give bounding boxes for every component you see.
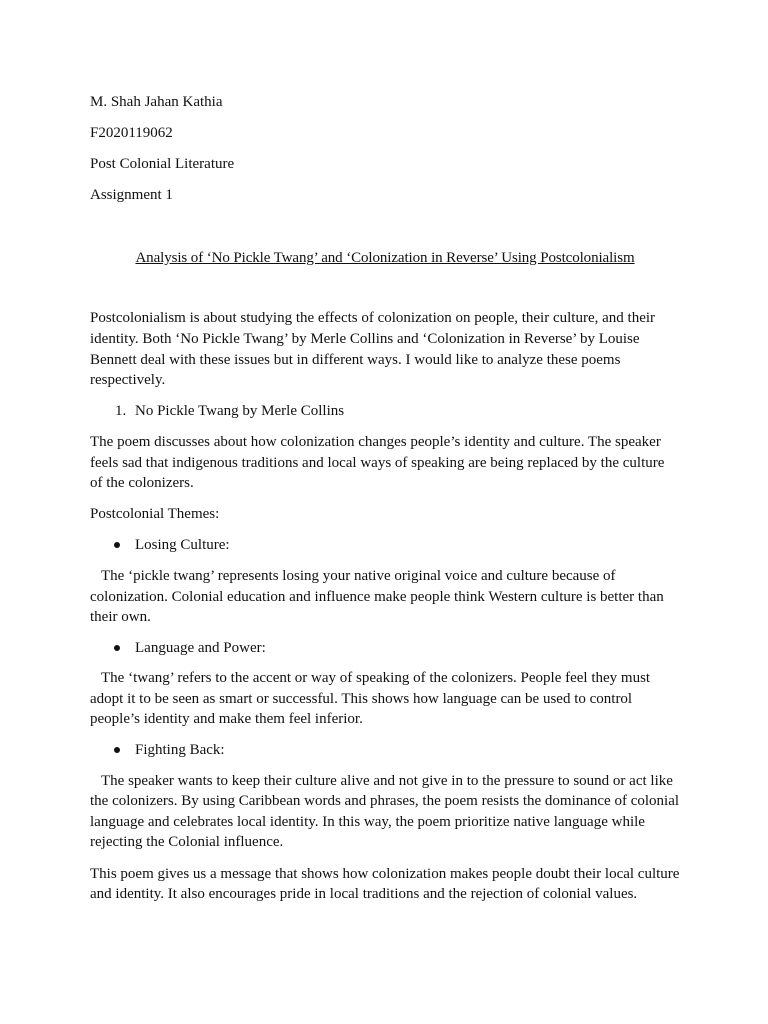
conclusion-paragraph: This poem gives us a message that shows how colonization makes people doubt their local culture and identity. It also encourages pride in local traditions and the rejection of colonial values. — [90, 865, 680, 903]
theme-bullet — [90, 638, 680, 659]
list-number: 1. — [115, 402, 127, 419]
theme-label: Losing Culture: — [135, 537, 230, 554]
section-heading-1 — [90, 401, 680, 422]
bullet-icon — [90, 638, 135, 659]
theme-label: Fighting Back: — [135, 742, 225, 759]
theme-bullet — [90, 740, 680, 761]
themes-label: Postcolonial Themes: — [90, 506, 220, 523]
theme-paragraph: The speaker wants to keep their culture alive and not give in to the pressure to sound or act like the colonizers. By using Caribbean words and phrases, the poem resists the dominance of colonial language and celebrates local identity. In this way, the poem prioritize native language while rejecting the Colonial influence. — [90, 772, 680, 851]
theme-paragraph: The ‘twang’ refers to the accent or way of speaking of the colonizers. People feel they must adopt it to be seen as smart or successful. This shows how language can be used to control people’s identity and make them feel inferior. — [90, 670, 651, 728]
roll-number: F2020119062 — [90, 125, 173, 142]
author-name: M. Shah Jahan Kathia — [90, 94, 223, 110]
bullet-icon — [90, 740, 135, 761]
assignment-label: Assignment 1 — [90, 187, 173, 204]
poem-summary-paragraph: The poem discusses about how colonization changes people’s identity and culture. The speaker feels sad that indigenous traditions and local ways of speaking are being replaced by the culture of the colonizers. — [90, 433, 665, 492]
bullet-icon — [90, 535, 135, 556]
intro-paragraph: Postcolonialism is about studying the effects of colonization on people, their culture, and their identity. Both ‘No Pickle Twang’ by Merle Collins and ‘Colonization in Reverse’ by Louise Bennett deal with these issues but in different ways. I would like to analyze these poems respectively. — [90, 310, 656, 389]
document-page — [90, 92, 680, 905]
section-heading-text: No Pickle Twang by Merle Collins — [135, 402, 345, 419]
document-title: Analysis of ‘No Pickle Twang’ and ‘Colonization in Reverse’ Using Postcolonialism — [135, 249, 635, 266]
theme-bullet — [90, 535, 680, 556]
theme-paragraph: The ‘pickle twang’ represents losing your native original voice and culture because of colonization. Colonial education and influence make people think Western culture is better than their own. — [90, 567, 664, 626]
course-name: Post Colonial Literature — [90, 156, 235, 173]
theme-label: Language and Power: — [135, 639, 266, 656]
